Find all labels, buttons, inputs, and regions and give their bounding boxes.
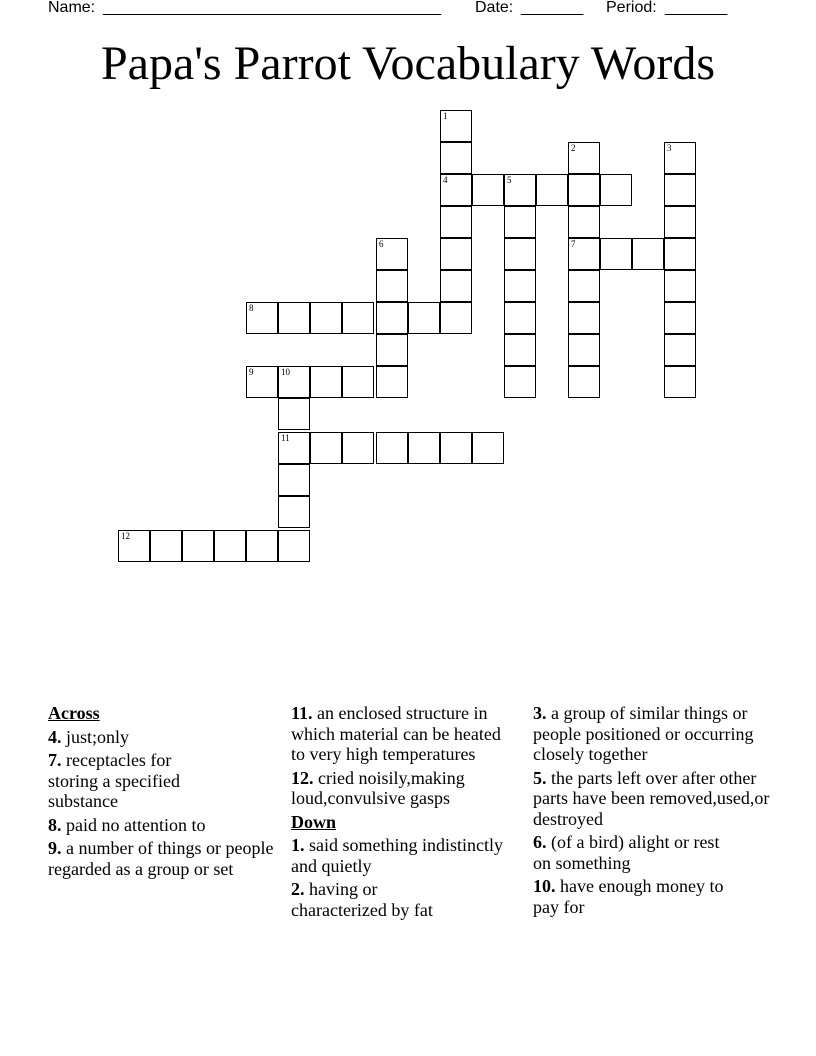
clue-number: 2 [571, 143, 576, 153]
crossword-cell[interactable] [504, 302, 536, 334]
crossword-cell[interactable] [568, 174, 600, 206]
clue-number: 3 [667, 143, 672, 153]
crossword-cell[interactable] [440, 432, 472, 464]
across-heading: Across [48, 703, 100, 723]
crossword-cell[interactable] [504, 270, 536, 302]
crossword-cell[interactable] [246, 366, 278, 398]
clue-across-8: 8. paid no attention to [48, 814, 206, 835]
crossword-cell[interactable] [568, 334, 600, 366]
crossword-cell[interactable] [150, 530, 182, 562]
crossword-cell[interactable] [342, 302, 374, 334]
crossword-cell[interactable] [310, 302, 342, 334]
crossword-cell[interactable] [278, 302, 310, 334]
clue-down-5: 5. the parts left over after other parts have been removed,used,or destroyed [533, 767, 770, 829]
crossword-cell[interactable] [376, 366, 408, 398]
crossword-cell[interactable] [568, 206, 600, 238]
crossword-cell[interactable] [568, 238, 600, 270]
clues-column-2 [291, 703, 506, 923]
crossword-cell[interactable] [440, 142, 472, 174]
clue-down-10: 10. have enough money to pay for [533, 876, 724, 917]
crossword-cell[interactable] [504, 174, 536, 206]
crossword-cell[interactable] [342, 366, 374, 398]
crossword-cell[interactable] [278, 366, 310, 398]
name-label: Name: [48, 0, 96, 16]
crossword-cell[interactable] [600, 174, 632, 206]
crossword-cell[interactable] [440, 174, 472, 206]
crossword-cell[interactable] [440, 238, 472, 270]
crossword-cell[interactable] [118, 530, 150, 562]
crossword-cell[interactable] [504, 206, 536, 238]
crossword-cell[interactable] [440, 270, 472, 302]
clue-across-11: 11. an enclosed structure in which material can be heated to very high temperatures [291, 703, 501, 764]
crossword-cell[interactable] [278, 464, 310, 496]
crossword-cell[interactable] [664, 174, 696, 206]
crossword-cell[interactable] [600, 238, 632, 270]
clue-number: 8 [249, 303, 254, 313]
clue-across-9: 9. a number of things or people regarded as a group or set [48, 838, 274, 879]
clue-across-4: 4. just;only [48, 726, 130, 747]
crossword-cell[interactable] [214, 530, 246, 562]
crossword-cell[interactable] [504, 238, 536, 270]
crossword-cell[interactable] [664, 366, 696, 398]
clue-number: 6 [379, 239, 384, 249]
crossword-cell[interactable] [310, 432, 342, 464]
clues-column-1 [48, 703, 280, 882]
clue-number: 12 [121, 531, 130, 541]
crossword-cell[interactable] [664, 206, 696, 238]
page-title: Papa's Parrot Vocabulary Words [100, 37, 716, 90]
crossword-cell[interactable] [568, 302, 600, 334]
period-label: Period: [606, 0, 657, 16]
crossword-cell[interactable] [472, 432, 504, 464]
crossword-cell[interactable] [440, 206, 472, 238]
crossword-cell[interactable] [504, 366, 536, 398]
clue-number: 4 [443, 175, 448, 185]
crossword-cell[interactable] [632, 238, 664, 270]
crossword-cell[interactable] [504, 334, 536, 366]
crossword-cell[interactable] [310, 366, 342, 398]
crossword-cell[interactable] [376, 334, 408, 366]
crossword-cell[interactable] [664, 302, 696, 334]
crossword-cell[interactable] [278, 496, 310, 528]
crossword-cell[interactable] [536, 174, 568, 206]
crossword-cell[interactable] [246, 302, 278, 334]
clue-number: 5 [507, 175, 512, 185]
crossword-cell[interactable] [278, 530, 310, 562]
crossword-cell[interactable] [664, 142, 696, 174]
clue-across-7: 7. receptacles for storing a specified substance [48, 750, 180, 811]
crossword-cell[interactable] [246, 530, 278, 562]
crossword-cell[interactable] [440, 110, 472, 142]
crossword-cell[interactable] [440, 302, 472, 334]
crossword-cell[interactable] [664, 270, 696, 302]
crossword-cell[interactable] [408, 302, 440, 334]
crossword-cell[interactable] [568, 270, 600, 302]
name-line[interactable]: ______________________________________ [103, 0, 442, 16]
clue-number: 11 [281, 433, 290, 443]
clue-number: 10 [281, 367, 290, 377]
crossword-cell[interactable] [376, 238, 408, 270]
clue-across-12: 12. cried noisily,making loud,convulsive gasps [291, 767, 465, 808]
clues-column-3 [533, 703, 773, 920]
crossword-cell[interactable] [376, 270, 408, 302]
date-label: Date: [475, 0, 514, 16]
clue-number: 1 [443, 111, 448, 121]
clue-down-2: 2. having or characterized by fat [291, 879, 433, 920]
period-line[interactable]: _______ [665, 0, 728, 16]
crossword-cell[interactable] [342, 432, 374, 464]
crossword-cell[interactable] [472, 174, 504, 206]
crossword-cell[interactable] [182, 530, 214, 562]
crossword-cell[interactable] [568, 366, 600, 398]
crossword-cell[interactable] [376, 432, 408, 464]
crossword-cell[interactable] [664, 334, 696, 366]
clue-number: 9 [249, 367, 254, 377]
clue-down-1: 1. said something indistinctly and quietly [291, 835, 503, 876]
crossword-cell[interactable] [376, 302, 408, 334]
clue-down-6: 6. (of a bird) alight or rest on something [533, 832, 720, 873]
crossword-cell[interactable] [664, 238, 696, 270]
crossword-cell[interactable] [568, 142, 600, 174]
crossword-cell[interactable] [408, 432, 440, 464]
down-heading: Down [291, 811, 337, 832]
date-line[interactable]: _______ [521, 0, 584, 16]
crossword-cell[interactable] [278, 432, 310, 464]
clue-number: 7 [571, 239, 576, 249]
crossword-cell[interactable] [278, 398, 310, 430]
clue-down-3: 3. a group of similar things or people positioned or occurring closely together [533, 703, 754, 764]
